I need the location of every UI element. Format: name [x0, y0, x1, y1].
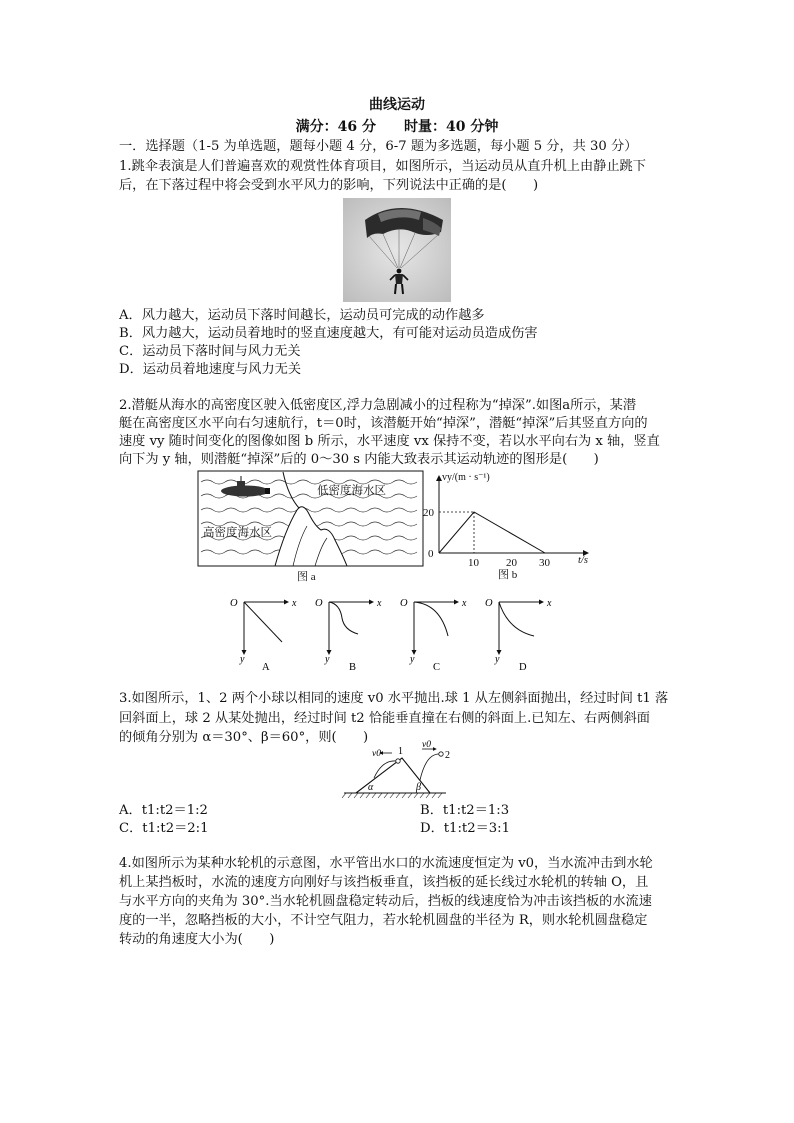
q2-stem-line1: 2.潜艇从海水的高密度区驶入低密度区,浮力急剧减小的过程称为“掉深”.如图a所示，某潜	[119, 398, 637, 413]
q4-stem-line2: 机上某挡板时，水流的速度方向刚好与该挡板垂直，该挡板的延长线过水轮机的转轴 O，且	[119, 875, 649, 890]
fig-b-xtick-30: 30	[539, 557, 550, 569]
choice-graph-a	[230, 598, 297, 673]
svg-text:x: x	[292, 598, 297, 609]
q3-stem-line1: 3.如图所示，1、2 两个小球以相同的速度 v0 水平抛出.球 1 从左侧斜面抛出，经过时间 t1 落	[119, 691, 669, 706]
svg-text:x: x	[377, 598, 382, 609]
q1-option-c: C．运动员下落时间与风力无关	[119, 344, 301, 359]
section-heading: 一．选择题（1-5 为单选题，题每小题 4 分，6-7 题为多选题，每小题 5 分，共 30 分）	[119, 139, 638, 154]
q1-option-a: A．风力越大，运动员下落时间越长，运动员可完成的动作越多	[119, 308, 485, 323]
q4-stem-line4: 度的一半，忽略挡板的大小，不计空气阻力，若水轮机圆盘的半径为 R，则水轮机圆盘稳定	[119, 913, 648, 928]
svg-text:β: β	[416, 782, 421, 793]
q3-option-b: B．t1:t2＝1:3	[420, 803, 510, 818]
q3-option-a: A．t1:t2＝1:2	[119, 803, 208, 818]
figure-a	[197, 470, 425, 584]
high-density-label: 高密度海水区	[203, 527, 272, 539]
q4-stem-line3: 与水平方向的夹角为 30°.当水轮机圆盘稳定转动后，挡板的线速度恰为冲击该挡板的水流速	[119, 894, 652, 909]
svg-text:A: A	[262, 662, 270, 673]
fig-a-caption: 图 a	[297, 571, 316, 583]
figure-b-vy-t-graph	[420, 470, 600, 584]
q2-stem-line2: 艇在高密度区水平向右匀速航行，t＝0时，该潜艇开始“掉深”，潜艇“掉深”后其竖直方向的	[119, 416, 648, 431]
svg-text:y: y	[240, 654, 245, 665]
choice-graph-d	[485, 598, 552, 673]
choice-graph-c	[400, 598, 467, 673]
svg-text:O: O	[400, 598, 408, 609]
q2-choice-graphs	[228, 594, 568, 674]
svg-text:O: O	[230, 598, 238, 609]
fig-b-xtick-10: 10	[468, 557, 479, 569]
svg-text:B: B	[349, 662, 357, 673]
page-title: 曲线运动	[369, 97, 425, 113]
svg-text:v0: v0	[422, 740, 431, 750]
svg-text:x: x	[547, 598, 552, 609]
q3-option-d: D．t1:t2＝3:1	[420, 821, 510, 836]
svg-text:2: 2	[445, 750, 450, 761]
fig-b-xtick-20: 20	[506, 557, 517, 569]
q1-stem-line1: 1.跳伞表演是人们普遍喜欢的观赏性体育项目，如图所示，当运动员从直升机上由静止跳下	[119, 159, 646, 174]
choice-graph-b	[315, 598, 382, 673]
svg-text:x: x	[462, 598, 467, 609]
q3-stem-line2: 回斜面上，球 2 从某处抛出，经过时间 t2 恰能垂直撞在右侧的斜面上.已知左、右两侧斜面	[119, 711, 650, 726]
q2-stem-line3: 速度 vy 随时间变化的图像如图 b 所示，水平速度 vx 保持不变，若以水平向右为 x 轴，竖直	[119, 434, 660, 449]
svg-text:y: y	[410, 654, 415, 665]
q4-stem-line5: 转动的角速度大小为( )	[119, 932, 275, 947]
svg-text:y: y	[325, 654, 330, 665]
parachute-photo	[343, 198, 451, 302]
q1-option-b: B．风力越大，运动员着地时的竖直速度越大，有可能对运动员造成伤害	[119, 326, 538, 341]
q1-option-d: D．运动员着地速度与风力无关	[119, 362, 302, 377]
q1-stem-line2: 后，在下落过程中将会受到水平风力的影响，下列说法中正确的是( )	[119, 178, 539, 193]
q3-option-c: C．t1:t2＝2:1	[119, 821, 209, 836]
q3-incline-figure	[342, 740, 466, 800]
svg-text:D: D	[519, 662, 527, 673]
svg-text:1: 1	[398, 746, 403, 757]
fig-b-ylabel: vy/(m · s⁻¹)	[442, 472, 490, 483]
low-density-label: 低密度海水区	[317, 485, 386, 497]
svg-text:O: O	[485, 598, 493, 609]
fig-b-origin: 0	[428, 548, 434, 560]
fig-b-xlabel: t/s	[578, 555, 588, 566]
fig-b-ytick: 20	[423, 507, 434, 519]
page-subtitle: 满分：46 分 时量：40 分钟	[295, 119, 499, 135]
svg-text:C: C	[433, 662, 441, 673]
q3-stem-line3: 的倾角分别为 α＝30°、β＝60°，则( )	[119, 730, 369, 745]
svg-text:v0: v0	[372, 749, 381, 759]
svg-text:α: α	[368, 782, 374, 793]
svg-text:y: y	[495, 654, 500, 665]
q4-stem-line1: 4.如图所示为某种水轮机的示意图，水平管出水口的水流速度恒定为 v0，当水流冲击到水轮	[119, 856, 653, 871]
svg-text:O: O	[315, 598, 323, 609]
fig-b-caption: 图 b	[498, 569, 518, 581]
q2-stem-line4: 向下为 y 轴，则潜艇“掉深”后的 0～30 s 内能大致表示其运动轨迹的图形是( )	[119, 452, 599, 467]
